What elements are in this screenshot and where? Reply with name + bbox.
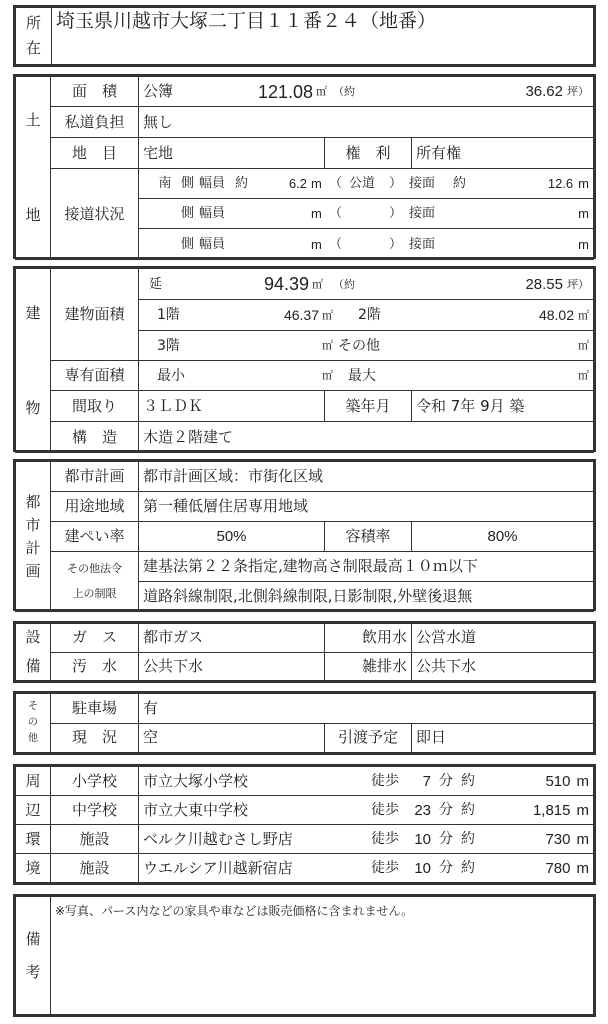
city-planning-section-label: [16, 462, 51, 612]
city-planning-section: [13, 459, 596, 611]
distance-value: 780: [545, 859, 571, 877]
road-direction: 南: [158, 176, 172, 191]
total-sqm: 94.39: [263, 274, 309, 294]
far-value: 80%: [412, 522, 594, 552]
other-restrictions-label: [51, 552, 139, 612]
city-planning-table: [15, 461, 594, 612]
land-category-label: 地 目: [51, 138, 139, 169]
remarks-section: [13, 894, 596, 1017]
sewage-label: 汚 水: [51, 652, 139, 681]
structure-label: 構 造: [51, 422, 139, 453]
drinking-water-value: 公営水道: [412, 624, 594, 653]
approx-label: 約: [461, 831, 475, 847]
section-label-char: 考: [25, 962, 41, 981]
far-label: 容積率: [325, 522, 412, 552]
max-label: 最大: [348, 367, 376, 384]
land-section: [13, 74, 596, 259]
land-area-label: 面 積: [51, 77, 139, 107]
section-label-char: 在: [25, 39, 41, 57]
walk-minutes: 10: [414, 830, 431, 848]
road-access-row: [139, 229, 594, 260]
floor1-sqm: 46.37: [283, 307, 319, 323]
exclusive-area-label: 専有面積: [51, 361, 139, 391]
rights-label: 権 利: [325, 138, 412, 169]
parking-label: 駐車場: [51, 694, 139, 724]
section-label-char: 建: [25, 303, 41, 322]
status-value: 空: [139, 723, 325, 753]
facilities-table: [15, 623, 594, 681]
walk-minutes: 7: [422, 772, 431, 790]
walk-label: 徒歩: [371, 773, 399, 789]
frontage-approx: 約: [453, 176, 467, 191]
distance-unit: m: [576, 859, 589, 877]
section-label-char: そ: [28, 701, 38, 712]
road-approx: 約: [235, 176, 249, 191]
paren-open: （: [329, 236, 343, 252]
road-width-label: 幅員: [199, 236, 226, 252]
frontage-label: 接面: [409, 176, 436, 191]
sqm-unit: ㎡: [322, 308, 333, 322]
land-section-label: [16, 77, 51, 260]
surrounding-name: 市立大塚小学校: [143, 771, 249, 790]
paren-close: ）: [389, 176, 403, 191]
surroundings-section: [13, 764, 596, 885]
surroundings-section-label-char: 周: [16, 767, 51, 796]
built-label: 築年月: [325, 391, 412, 422]
section-label-char: 計: [25, 538, 41, 557]
section-label-char: 地: [25, 206, 41, 224]
minutes-unit: 分: [439, 860, 453, 876]
gas-label: ガ ス: [51, 624, 139, 653]
frontage-label: 接面: [409, 236, 436, 252]
gray-water-label: 雑排水: [325, 652, 412, 681]
gas-value: 都市ガス: [139, 624, 325, 653]
layout-label: 間取り: [51, 391, 139, 422]
drinking-water-label: 飲用水: [325, 624, 412, 653]
road-access-label: 接道状況: [51, 169, 139, 260]
parking-value: 有: [139, 694, 594, 724]
planning-label: 都市計画: [51, 462, 139, 492]
other-section-label: [16, 694, 51, 753]
building-section: [13, 266, 596, 452]
tsubo-unit: 坪）: [567, 277, 589, 291]
section-label-char: 設: [25, 628, 41, 646]
distance-unit: m: [576, 772, 589, 790]
paren-open: （: [329, 206, 343, 221]
road-type: 公道: [349, 176, 376, 191]
surroundings-section-label-char: 環: [16, 825, 51, 854]
zoning-label: 用途地域: [51, 492, 139, 522]
frontage-label: 接面: [409, 206, 436, 221]
min-label: 最小: [157, 367, 185, 384]
other-restrictions-label-line: その他法令: [67, 562, 122, 576]
section-label-char: 市: [25, 515, 41, 534]
road-access-row: [139, 169, 594, 199]
approx-label: （約: [333, 85, 355, 98]
floor-area-total: [139, 269, 594, 300]
floor-area-1-2: [139, 300, 594, 331]
section-label-char: 土: [25, 111, 41, 129]
road-access-row: [139, 199, 594, 229]
private-road-value: 無し: [139, 107, 594, 138]
road-side-label: 側: [181, 236, 195, 252]
distance-value: 730: [545, 830, 571, 848]
road-width: 6.2: [288, 176, 307, 191]
facilities-section-label: [16, 624, 51, 681]
distance-unit: m: [576, 830, 589, 848]
distance-value: 510: [545, 772, 571, 790]
approx-label: （約: [333, 277, 355, 291]
other-table: [15, 693, 594, 753]
approx-label: 約: [461, 773, 475, 789]
land-area-basis: 公簿: [143, 82, 174, 100]
road-width-label: 幅員: [199, 206, 226, 221]
road-width-unit: m: [311, 236, 322, 252]
surrounding-item: [139, 825, 594, 854]
structure-value: 木造２階建て: [139, 422, 594, 453]
land-category-value: 宅地: [139, 138, 325, 169]
section-label-char: 備: [25, 929, 41, 948]
section-label-char: 都: [25, 492, 41, 511]
building-table: [15, 268, 594, 453]
sqm-unit: ㎡: [578, 339, 589, 352]
road-width-label: 幅員: [199, 176, 226, 191]
location-section-label: [16, 8, 52, 65]
handover-value: 即日: [412, 723, 594, 753]
land-area-tsubo: 36.62: [525, 83, 563, 100]
surrounding-category: 施設: [51, 825, 139, 854]
planning-value: 都市計画区域：市街化区域: [139, 462, 594, 492]
minutes-unit: 分: [439, 831, 453, 847]
location-table: [15, 7, 594, 65]
sqm-unit: ㎡: [578, 308, 589, 322]
gray-water-value: 公共下水: [412, 652, 594, 681]
other-floor-label: その他: [338, 337, 380, 354]
surrounding-name: 市立大東中学校: [143, 800, 249, 819]
surrounding-name: ベルク川越むさし野店: [143, 829, 293, 848]
land-area-sqm: 121.08: [257, 81, 313, 102]
handover-label: 引渡予定: [325, 723, 412, 753]
floor2-sqm: 48.02: [538, 307, 574, 323]
frontage-unit: m: [578, 236, 589, 252]
layout-value: ３ＬＤＫ: [139, 391, 325, 422]
total-label: 延: [149, 276, 163, 292]
frontage-unit: m: [578, 206, 589, 221]
remarks-text: ※写真、パース内などの家具や車などは販売価格に含まれません。: [51, 897, 594, 1015]
walk-label: 徒歩: [371, 802, 399, 818]
walk-label: 徒歩: [371, 860, 399, 876]
floor-area-3-other: [139, 331, 594, 361]
section-label-char: 所: [25, 14, 41, 32]
coverage-value: 50%: [139, 522, 325, 552]
sqm-unit: ㎡: [578, 369, 589, 382]
surrounding-category: 施設: [51, 854, 139, 883]
floor2-label: 2階: [358, 307, 381, 323]
status-label: 現 況: [51, 723, 139, 753]
facilities-section: [13, 621, 596, 683]
rights-value: 所有権: [412, 138, 594, 169]
other-restrictions-label-line: 上の制限: [72, 586, 117, 600]
walk-minutes: 23: [414, 801, 431, 819]
surrounding-item: [139, 767, 594, 796]
road-width-unit: m: [311, 206, 322, 221]
minutes-unit: 分: [439, 773, 453, 789]
distance-value: 1,815: [532, 801, 571, 819]
approx-label: 約: [461, 860, 475, 876]
remarks-table: [15, 896, 594, 1015]
sqm-unit: ㎡: [312, 277, 323, 291]
paren-open: （: [329, 176, 343, 191]
section-label-char: の: [28, 717, 38, 728]
section-label-char: 備: [25, 657, 41, 675]
land-area-value: [139, 77, 594, 107]
surroundings-table: [15, 766, 594, 883]
address: 埼玉県川越市大塚二丁目１１番２４（地番）: [52, 8, 594, 65]
other-restrictions-line2: 道路斜線制限,北側斜線制限,日影制限,外壁後退無: [139, 582, 594, 612]
sqm-unit: ㎡: [322, 369, 333, 382]
road-width-unit: m: [311, 176, 322, 191]
sewage-value: 公共下水: [139, 652, 325, 681]
built-value: 令和 7年 9月 築: [412, 391, 594, 422]
distance-unit: m: [576, 801, 589, 819]
exclusive-area-value: [139, 361, 594, 391]
surrounding-name: ウエルシア川越新宿店: [143, 858, 293, 877]
building-section-label: [16, 269, 51, 453]
road-side-label: 側: [181, 206, 195, 221]
paren-close: ）: [389, 206, 403, 221]
section-label-char: 他: [28, 733, 38, 744]
paren-close: ）: [389, 236, 403, 252]
zoning-value: 第一種低層住居専用地域: [139, 492, 594, 522]
surrounding-category: 中学校: [51, 796, 139, 825]
surroundings-section-label-char: 辺: [16, 796, 51, 825]
other-section: [13, 691, 596, 755]
approx-label: 約: [461, 802, 475, 818]
floor-area-label: 建物面積: [51, 269, 139, 361]
section-label-char: 画: [25, 561, 41, 580]
coverage-label: 建ぺい率: [51, 522, 139, 552]
surroundings-section-label-char: 境: [16, 854, 51, 883]
total-tsubo: 28.55: [525, 275, 563, 293]
private-road-label: 私道負担: [51, 107, 139, 138]
surrounding-item: [139, 854, 594, 883]
walk-label: 徒歩: [371, 831, 399, 847]
road-side-label: 側: [181, 176, 195, 191]
frontage-value: 12.6: [547, 176, 574, 191]
section-label-char: 物: [25, 398, 41, 417]
location-section: [13, 5, 596, 67]
other-restrictions-line1: 建基法第２２条指定,建物高さ制限最高１０ｍ以下: [139, 552, 594, 582]
surrounding-item: [139, 796, 594, 825]
surrounding-category: 小学校: [51, 767, 139, 796]
frontage-unit: m: [578, 176, 589, 191]
tsubo-unit: 坪）: [567, 85, 589, 98]
floor1-label: 1階: [157, 307, 180, 323]
walk-minutes: 10: [414, 859, 431, 877]
minutes-unit: 分: [439, 802, 453, 818]
floor3-label: 3階: [157, 337, 180, 354]
land-table: [15, 76, 594, 260]
sqm-unit: ㎡: [316, 85, 327, 98]
remarks-section-label: [16, 897, 51, 1015]
sqm-unit: ㎡: [322, 339, 333, 352]
